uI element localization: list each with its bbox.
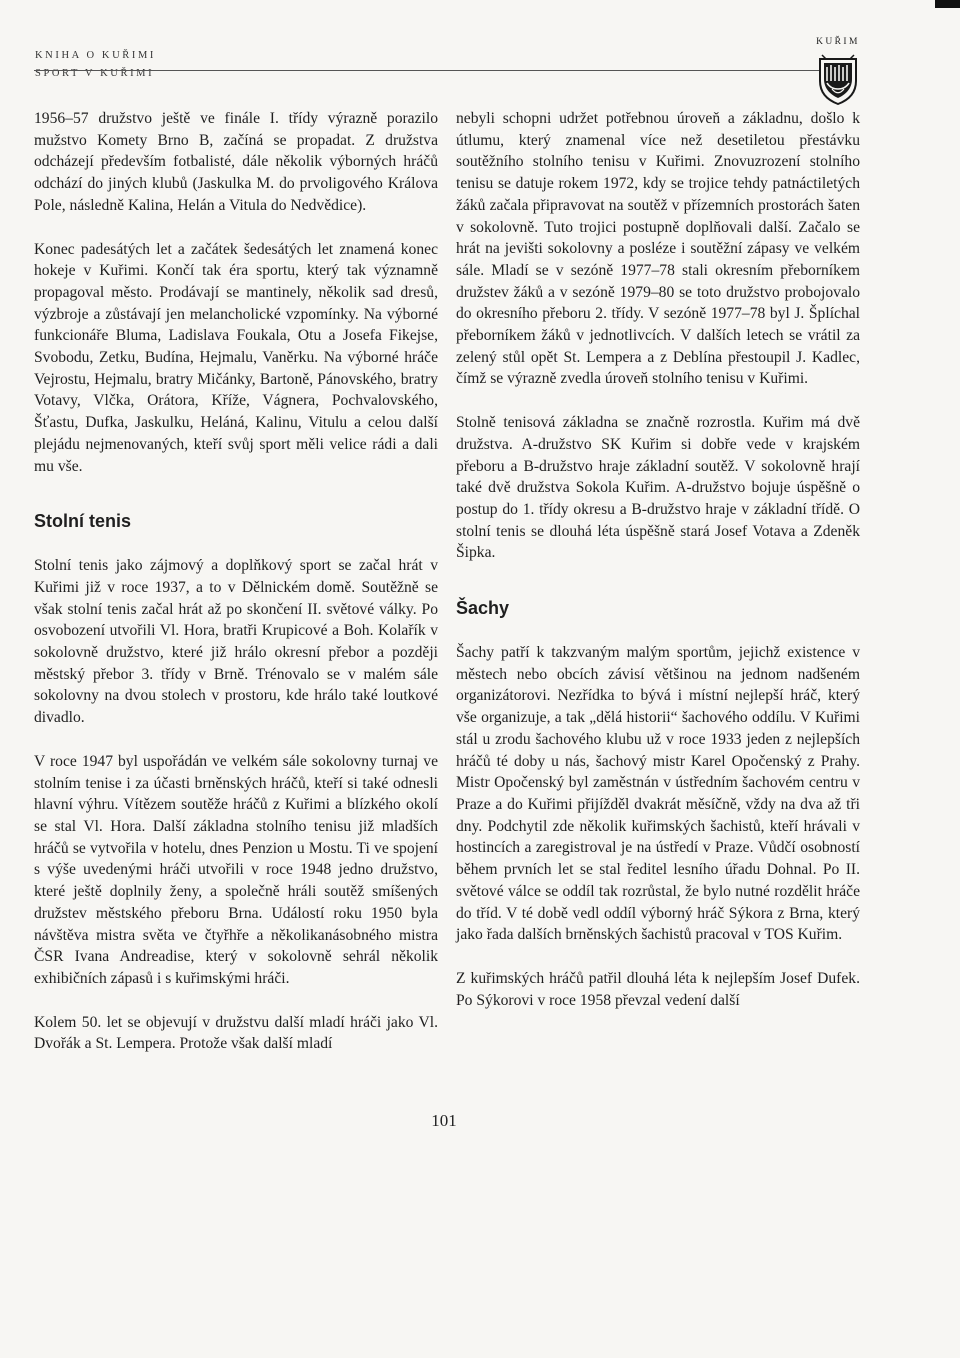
section-heading-stolni-tenis: Stolní tenis — [34, 511, 132, 532]
left-column — [34, 108, 438, 1055]
section-title: SPORT V KUŘIMI — [35, 68, 155, 79]
section-heading-sachy: Šachy — [456, 598, 510, 619]
town-crest-icon — [816, 51, 860, 105]
running-header — [35, 47, 156, 83]
crest-label: KUŘIM — [816, 37, 860, 47]
book-title: KNIHA O KUŘIMI — [35, 50, 156, 61]
paragraph: Šachy patří k takzvaným malým sportům, jejichž existence v městech nebo obcích závisí většinou na jednom nadšeném organizátorovi. Nezřídka to bývá i místní nejlepší hráč, který vše organizuje, a tak „dělá historii“ šachového oddílu. V Kuřimi stál u zrodu šachového klubu už v roce 1933 jeden z nejlepších hráčů té doby u nás, šachový mistr Karel Opočenský z Prahy. Mistr Opočenský byl zaměstnán v ústředním šachovém centru v Praze a do Kuřimi přijížděl dvakrát měsíčně, vždy na dva až tři dny. Podchytil zde několik kuřimských šachistů, kteří hrávali v hostincích a zaregistroval je na ústředí v Praze. Vůdčí osobností během prvních let se stal ředitel lesního úřadu Dohnal. Po II. světové válce se oddíl tak rozrůstal, že bylo nutné rozdělit hráče do tříd. V té době vedl oddíl výborný hráč Sýkora z Brna, který jako řada dalších brněnských šachistů pracoval v TOS Kuřim. — [456, 644, 860, 944]
paragraph: Kolem 50. let se objevují v družstvu další mladí hráči jako Vl. Dvořák a St. Lempera. Protože však další mladí — [34, 1013, 438, 1053]
right-column — [456, 108, 860, 1011]
paragraph: 1956–57 družstvo ještě ve finále I. třídy výrazně porazilo mužstvo Komety Brno B, začíná se propadat. Z družstva odcházejí především fotbalisté, dále několik výborných hráčů odchází do jiných klubů (Jaskulka M. do prvoligového Králova Pole, následně Kalina, Helán a Vitula do Nedvědice). — [34, 110, 438, 214]
paragraph: Stolní tenis jako zájmový a doplňkový sport se začal hrát v Kuřimi již v roce 1937, a to v Dělnickém domě. Soutěžně se však stolní tenis začal hrát až po skončení II. světové války. Po osvobození utvořili Vl. Hora, bratři Krupicové a Boh. Kolařík v sokolovně družstvo, které již hrálo okresní přebor a později městský přebor 3. třídy v Brně. Trénovalo se v malém sále sokolovny na dvou stolech v prostoru, kde hrálo také loutkové divadlo. — [34, 557, 438, 727]
page-number: 101 — [431, 1111, 457, 1130]
paragraph: V roce 1947 byl uspořádán ve velkém sále sokolovny turnaj ve stolním tenise i za účasti brněnských hráčů, kteří si také odnesli hlavní výhru. Vítězem soutěže hráčů z Kuřimi a blízkého okolí se stal Vl. Hora. Další základna stolního tenisu již mladších hráčů se vytvořila v hotelu, dnes Penzion u Mostu. Ti ve spojení s výše uvedenými hráči utvořili v roce 1948 jedno družstvo, které ještě doplnily ženy, a společně hráli soutěž smíšených družstev městského přeboru Brna. Událostí roku 1950 byla návštěva mistra světa ve čtyřhře a několikanásobného mistra ČSR Ivana Andreadise, který v sokolovně sehrál několik exhibičních zápasů i s kuřimskými hráči. — [34, 752, 438, 987]
header-rule — [34, 70, 820, 71]
scan-corner-mark — [935, 0, 960, 8]
paragraph: nebyli schopni udržet potřebnou úroveň a základnu, došlo k útlumu, který znamenal více než desetiletou přestávku soutěžního stolního tenisu v Kuřimi. Znovuzrození stolního tenisu se datuje rokem 1972, kdy se trojice tehdy patnáctiletých žáků začala připravovat na soutěž v přízemních prostorách šaten v sokolovně. Tuto trojici postupně doplňovali další. Začalo se hrát na jevišti sokolovny a posléze i soutěžní zápasy ve velkém sále. Mladí se v sezóně 1977–78 stali okresním přeborníkem družstev žáků a v sezóně 1979–80 se toto družstvo probojovalo do okresního přeboru 2. třídy. V sezóně 1977–78 byl J. Šplíchal přeborníkem žáků v jednotlivcích. V dalších letech se vrátil za zelený stůl opět St. Lempera a z Deblína přestoupil J. Kadlec, čímž se výrazně zvedla úroveň stolního tenisu v Kuřimi. — [456, 110, 860, 388]
paragraph: Stolně tenisová základna se značně rozrostla. Kuřim má dvě družstva. A-družstvo SK Kuřim si dobře vede v krajském přeboru a B-družstvo hraje základní soutěž. V sokolovně hrají také dvě družstva Sokola Kuřim. A-družstvo bojuje úspěšně o postup do 1. třídy okresu a B-družstvo hraje v základní třídě. O stolní tenis se dlouhá léta úspěšně stará Josef Votava a Zdeněk Šipka. — [456, 414, 860, 562]
paragraph: Z kuřimských hráčů patřil dlouhá léta k nejlepším Josef Dufek. Po Sýkorovi v roce 1958 převzal vedení další — [456, 969, 860, 1009]
paragraph: Konec padesátých let a začátek šedesátých let znamená konec hokeje v Kuřimi. Končí tak éra sportu, který tak významně propagoval město. Prodávají se mantinely, několik sad dresů, výzbroje a zůstávají jen melancholické vzpomínky. Na výborné funkcionáře Bluma, Ladislava Foukala, Otu a Josefa Fikejse, Svobodu, Zetku, Budína, Hejmalu, Vaněrku. Na výborné hráče Vejrostu, Hejmalu, bratry Mičánky, Bartoně, Pánovského, bratry Votavy, Vlčka, Orátora, Kříže, Vágnera, Pochvalovského, Šťastu, Dufka, Jaskulku, Heláná, Kalinu, Vitulu a celou další plejádu nejmenovaných, kteří svůj sport měli velice rádi a dali mu vše. — [34, 240, 438, 475]
